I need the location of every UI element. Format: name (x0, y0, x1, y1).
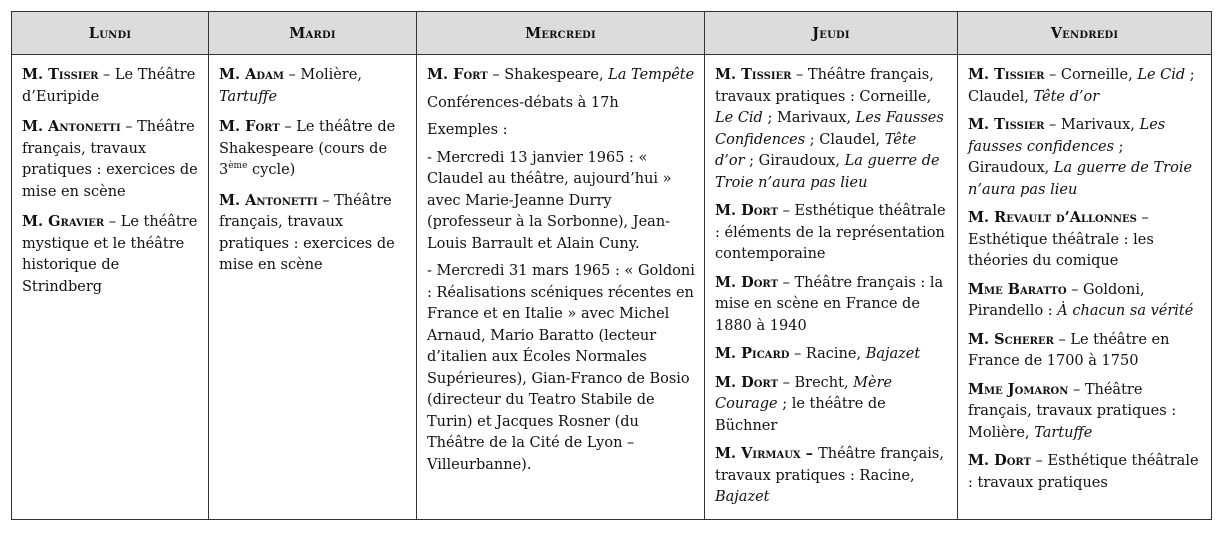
teacher-name: M. Dort (715, 273, 779, 291)
course-entry (219, 190, 408, 277)
course-title: Théâtre français, travaux pratiques : Corneille, (715, 67, 934, 105)
course-title-cont: ; Claudel, (805, 131, 885, 148)
separator: – (778, 374, 795, 391)
header-mardi: Mardi (209, 12, 417, 55)
superscript: ème (228, 161, 248, 172)
course-entry (22, 64, 200, 108)
header-jeudi: Jeudi (705, 12, 958, 55)
example-entry: - Mercredi 13 janvier 1965 : « Claudel au théâtre, aujourd’hui » avec Marie-Jeanne Durry (professeur à la Sorbonne), Jean-Louis Barrault et Alain Cuny. (427, 149, 672, 252)
work-title: Tête d’or (1033, 88, 1100, 105)
cell-jeudi (705, 55, 958, 520)
separator: – (800, 445, 819, 462)
separator: – (1044, 67, 1061, 83)
teacher-name: M. Picard (715, 345, 790, 362)
separator: – (1068, 381, 1085, 398)
course-title: Racine, (805, 346, 866, 362)
separator: – (104, 214, 121, 230)
course-entry (968, 379, 1203, 445)
teacher-name: M. Tissier (968, 116, 1045, 133)
teacher-name: M. Revault d’Allonnes (968, 209, 1137, 226)
separator: – (317, 192, 335, 209)
teacher-name: M. Gravier (22, 213, 105, 230)
header-mercredi: Mercredi (417, 12, 705, 55)
header-lundi: Lundi (12, 12, 209, 55)
course-title: Le théâtre en France de 1700 à 1750 (968, 331, 1170, 369)
teacher-name: M. Antonetti (22, 118, 121, 135)
course-entry (715, 64, 949, 194)
course-title-end: cycle) (247, 162, 296, 178)
course-entry (715, 443, 949, 509)
course-entry (219, 116, 408, 182)
separator: – (1044, 117, 1061, 133)
separator: – (1031, 453, 1048, 469)
teacher-name: M. Tissier (715, 66, 792, 83)
teacher-name: M. Tissier (968, 66, 1045, 83)
teacher-name: Mme Jomaron (968, 380, 1069, 398)
work-title: Les Fausses Confidences (715, 110, 944, 148)
course-title: Goldoni, Pirandello : (968, 281, 1145, 319)
course-entry (968, 114, 1203, 201)
cell-mercredi (417, 55, 705, 520)
schedule-container (11, 11, 1211, 520)
course-title: Esthétique théâtrale : les théories du comique (968, 231, 1154, 269)
work-title: Tête d’or (715, 131, 917, 169)
course-entry (968, 450, 1203, 494)
separator: – (283, 67, 301, 83)
work-title: Tartuffe (219, 88, 278, 105)
course-entry (968, 207, 1203, 273)
course-title: Théâtre français, travaux pratiques : Racine, (715, 446, 944, 484)
course-title: Molière, (300, 67, 362, 83)
work-title: À chacun sa vérité (1057, 303, 1194, 319)
separator: – (98, 67, 115, 83)
work-title: La guerre de Troie n’aura pas lieu (968, 160, 1193, 198)
work-title: Tartuffe (1034, 424, 1093, 441)
course-entry (715, 372, 949, 438)
course-title: Théâtre français : la mise en scène en France de 1880 à 1940 (715, 274, 944, 334)
course-title-cont: ; le théâtre de Büchner (715, 396, 886, 434)
course-title: Brecht, (794, 374, 854, 391)
example-entry: - Mercredi 31 mars 1965 : « Goldoni : Réalisations scéniques récentes en France et en Italie » avec Michel Arnaud, Mario Baratto (lecteur d’italien aux Écoles Normales Supérieures), Gian-Franco de Bosio (directeur du Teatro Stabile de Turin) et Jacques Rosner (du Théâtre de la Cité de Lyon – Villeurbanne). (427, 263, 695, 473)
content-row (12, 55, 1212, 520)
work-title: Mère Courage (715, 374, 893, 412)
course-title: Esthétique théâtrale : éléments de la représentation contemporaine (715, 203, 946, 262)
cell-mardi (209, 55, 417, 520)
teacher-name: M. Antonetti (219, 191, 318, 209)
course-entry (22, 116, 200, 203)
course-entry (968, 279, 1203, 323)
course-entry (715, 200, 949, 266)
teacher-name: M. Tissier (22, 66, 99, 83)
course-entry (427, 64, 696, 87)
course-title: Corneille, (1060, 67, 1138, 83)
course-entry (968, 329, 1203, 373)
teacher-name: M. Dort (715, 373, 779, 391)
teacher-name: M. Virmaux (715, 445, 801, 462)
course-title: Marivaux, (1060, 117, 1140, 133)
teacher-name: M. Fort (219, 118, 280, 135)
separator: – (778, 274, 795, 291)
course-title-cont: ; Marivaux, (762, 110, 856, 126)
teacher-name: M. Scherer (968, 330, 1054, 348)
separator: – (120, 119, 138, 135)
separator: – (1136, 210, 1149, 226)
work-title: Le Cid (1137, 67, 1186, 83)
separator: – (778, 203, 795, 219)
course-title-cont: ; Claudel, (968, 67, 1195, 105)
cell-lundi (12, 55, 209, 520)
teacher-name: M. Dort (968, 452, 1032, 469)
teacher-name: M. Fort (427, 66, 488, 83)
work-title: La guerre de Troie n’aura pas lieu (715, 153, 940, 191)
separator: – (789, 346, 806, 362)
conference-note: Conférences-débats à 17h (427, 94, 619, 111)
course-title: Théâtre français, travaux pratiques : exercices de mise en scène (22, 119, 198, 200)
work-title: La Tempête (608, 67, 695, 83)
schedule-table (11, 11, 1212, 520)
separator: – (791, 67, 808, 83)
examples-label: Exemples : (427, 122, 508, 138)
separator: – (1066, 281, 1084, 298)
header-vendredi: Vendredi (958, 12, 1212, 55)
teacher-name: Mme Baratto (968, 280, 1067, 298)
course-title: Théâtre français, travaux pratiques : exercices de mise en scène (219, 192, 395, 273)
course-title: Esthétique théâtrale : travaux pratiques (968, 453, 1199, 491)
separator: – (1053, 331, 1071, 348)
course-entry (219, 64, 408, 108)
course-title: Théâtre français, travaux pratiques : Molière, (968, 381, 1177, 441)
separator: – (279, 119, 297, 135)
course-title-cont: ; Giraudoux, (744, 153, 845, 169)
course-title: Le théâtre de Shakespeare (cours de 3 (219, 119, 396, 178)
course-title-cont: ; Giraudoux, (968, 138, 1124, 176)
work-title: Bajazet (865, 346, 921, 362)
course-entry (715, 272, 949, 338)
teacher-name: M. Dort (715, 202, 779, 219)
course-title: Shakespeare, (504, 67, 609, 83)
course-entry (22, 211, 200, 298)
work-title: Le Cid (715, 110, 763, 126)
header-row (12, 12, 1212, 55)
course-title: Le théâtre mystique et le théâtre historique de Strindberg (22, 214, 198, 295)
course-entry (968, 64, 1203, 108)
course-entry (715, 343, 949, 366)
work-title: Bajazet (715, 489, 770, 505)
course-title: Le Théâtre d’Euripide (22, 67, 196, 105)
cell-vendredi (958, 55, 1212, 520)
teacher-name: M. Adam (219, 66, 284, 83)
separator: – (487, 67, 505, 83)
work-title: Les fausses confidences (968, 117, 1166, 155)
